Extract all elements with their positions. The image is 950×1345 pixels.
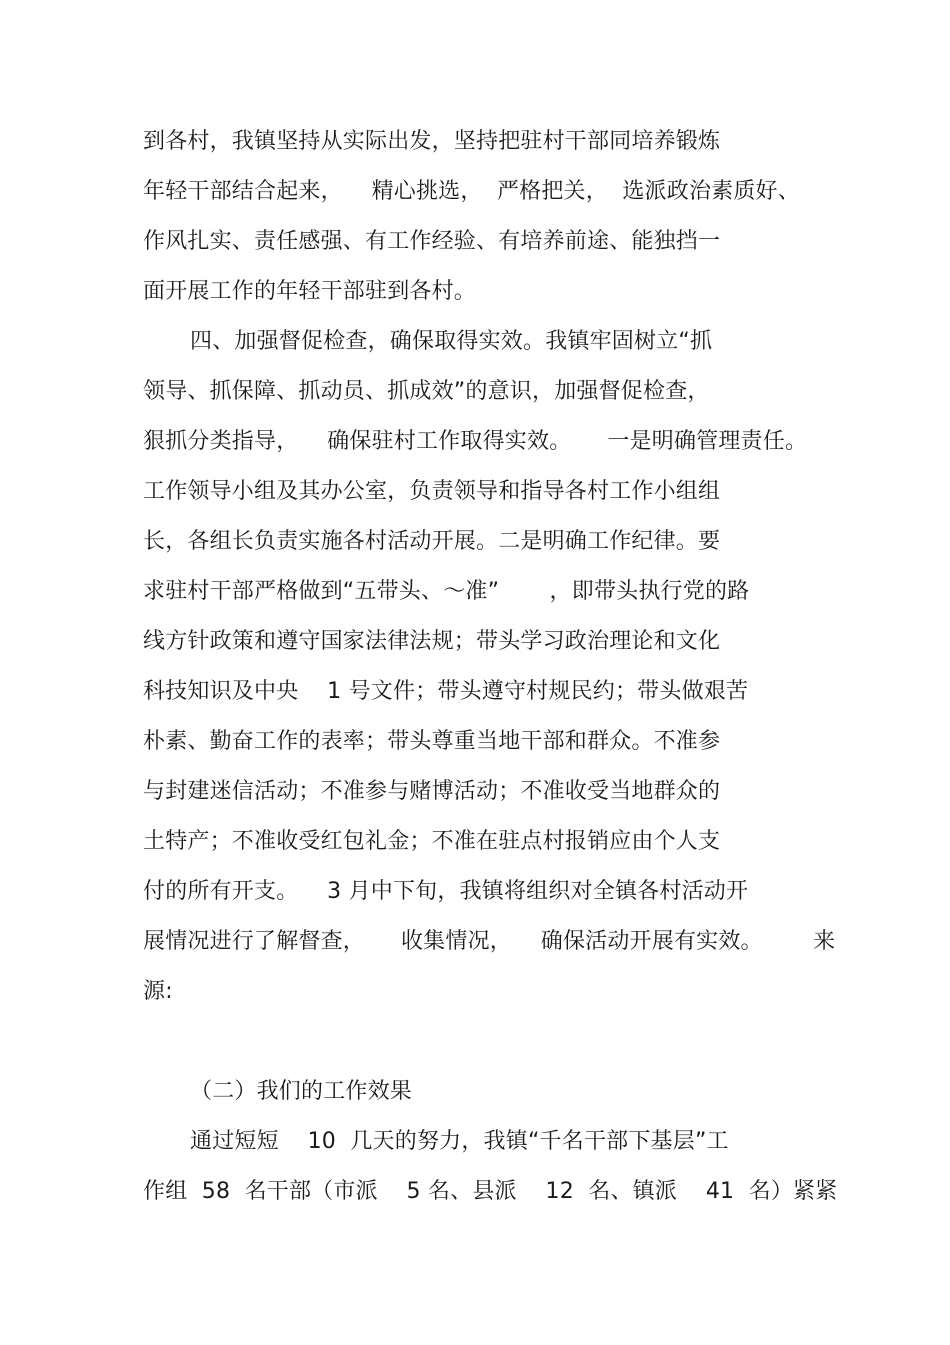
text-line: 狠抓分类指导， 确保驻村工作取得实效。 一是明确管理责任。 <box>143 429 808 454</box>
text-line: 领导、抓保障、抓动员、抓成效”的意识，加强督促检查， <box>143 379 710 404</box>
text-line: 土特产；不准收受红包礼金；不准在驻点村报销应由个人支 <box>143 829 721 854</box>
text-line: 到各村，我镇坚持从实际出发，坚持把驻村干部同培养锻炼 <box>143 129 721 154</box>
text-line: 通过短短 10 几天的努力，我镇“千名干部下基层”工 <box>190 1129 729 1154</box>
text-line: 科技知识及中央 1 号文件；带头遵守村规民约；带头做艰苦 <box>143 679 749 704</box>
text-line: 作风扎实、责任感强、有工作经验、有培养前途、能独挡一 <box>143 229 721 254</box>
text-line: 长，各组长负责实施各村活动开展。二是明确工作纪律。要 <box>143 529 721 554</box>
text-line: 付的所有开支。 3 月中下旬，我镇将组织对全镇各村活动开 <box>143 879 749 904</box>
text-line: 面开展工作的年轻干部驻到各村。 <box>143 279 477 304</box>
text-line: 四、加强督促检查，确保取得实效。我镇牢固树立“抓 <box>190 329 713 354</box>
text-line: 展情况进行了解督查， 收集情况， 确保活动开展有实效。 来 <box>143 929 836 954</box>
text-line: 与封建迷信活动；不准参与赌博活动；不准收受当地群众的 <box>143 779 721 804</box>
text-line: 线方针政策和遵守国家法律法规；带头学习政治理论和文化 <box>143 629 721 654</box>
section-heading: （二）我们的工作效果 <box>190 1079 413 1104</box>
text-line: 求驻村干部严格做到“五带头、～准” ，即带头执行党的路 <box>143 579 750 604</box>
text-line: 作组 58 名干部（市派 5 名、县派 12 名、镇派 41 名）紧紧 <box>143 1179 838 1204</box>
text-line: 年轻干部结合起来， 精心挑选， 严格把关， 选派政治素质好、 <box>143 179 800 204</box>
text-line: 工作领导小组及其办公室，负责领导和指导各村工作小组组 <box>143 479 721 504</box>
text-line: 源: <box>143 979 173 1004</box>
text-line: 朴素、勤奋工作的表率；带头尊重当地干部和群众。不准参 <box>143 729 721 754</box>
